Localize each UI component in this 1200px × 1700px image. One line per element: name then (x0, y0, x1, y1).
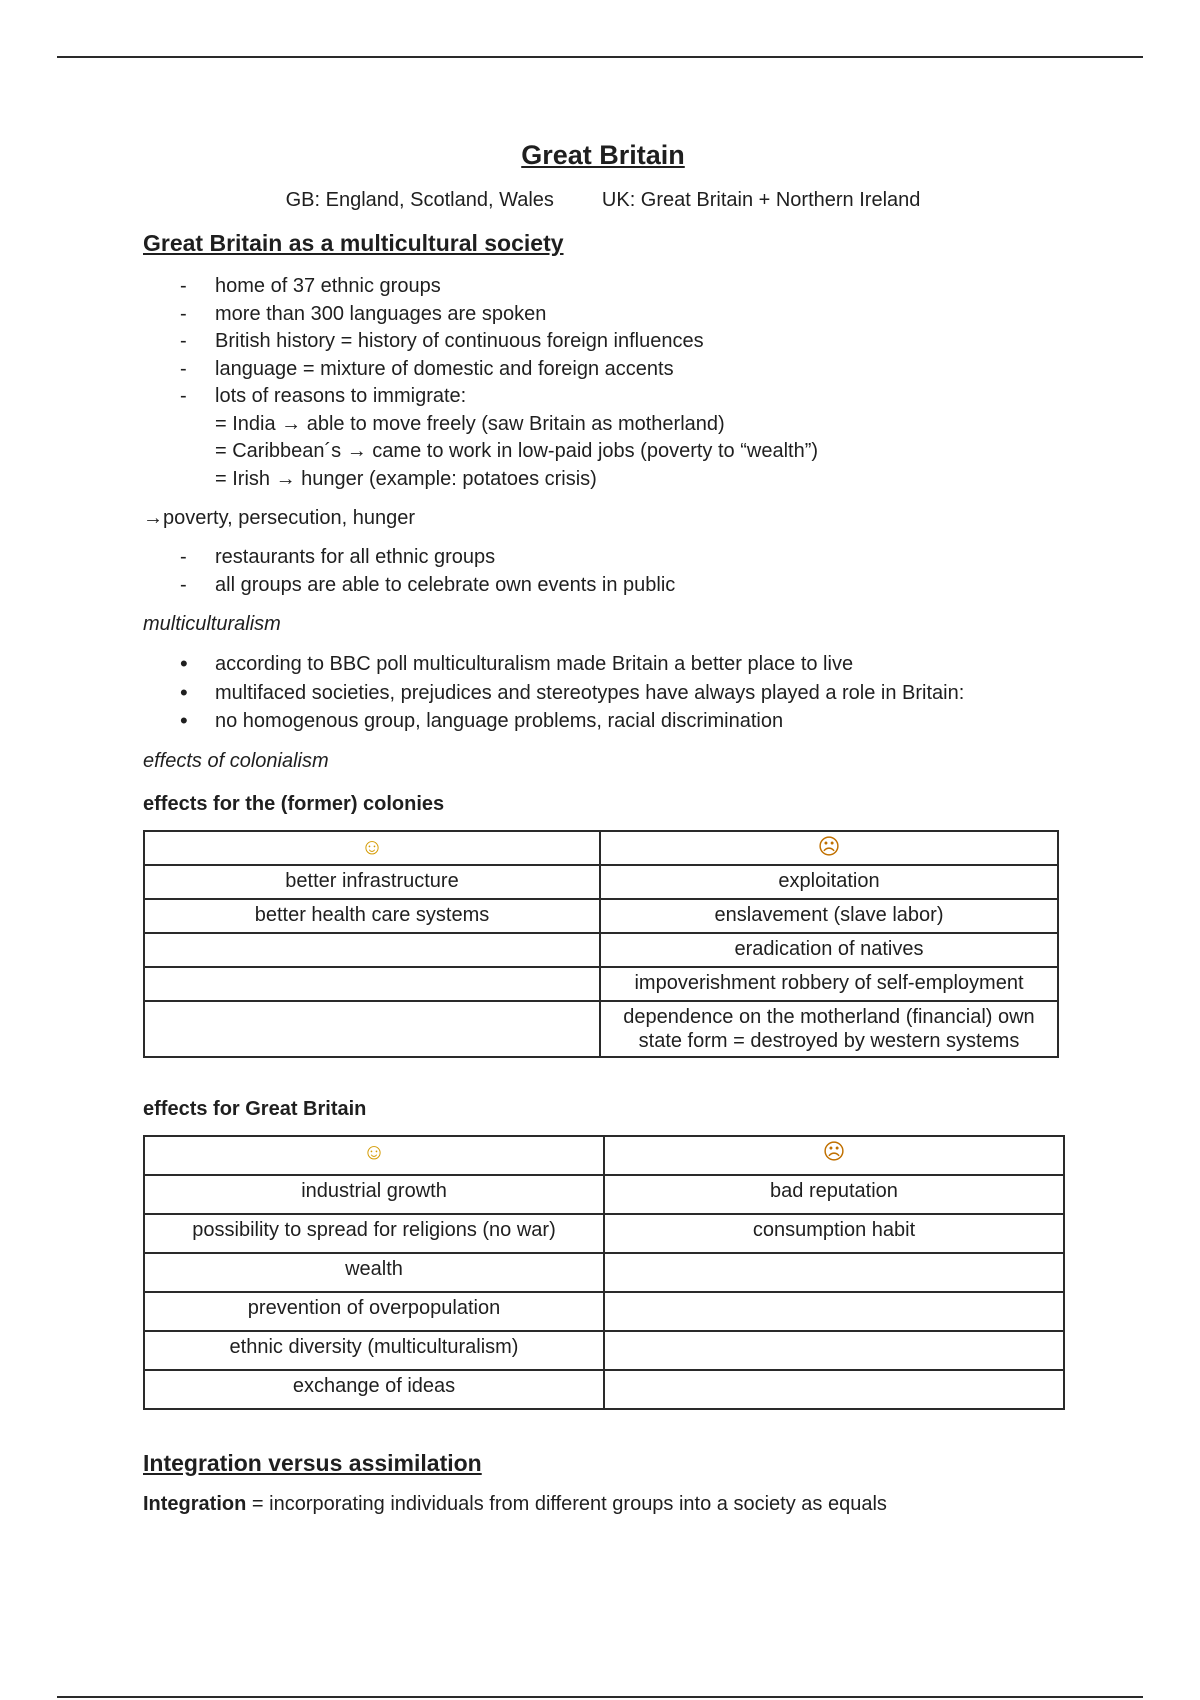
table-cell: better infrastructure (144, 865, 600, 899)
colonies-heading: effects for the (former) colonies (143, 792, 445, 815)
list-item: • no homogenous group, language problems, racial discrimination (143, 707, 1063, 736)
integration-heading: Integration versus assimilation (143, 1449, 482, 1476)
table-row (144, 1001, 1058, 1057)
table-cell (604, 1331, 1064, 1370)
reason-caribbean: = Caribbean´s → came to work in low-paid jobs (poverty to “wealth”) (215, 440, 819, 462)
list-item: • multifaced societies, prejudices and stereotypes have always played a role in Britain: (143, 679, 1063, 708)
britain-effects-table (143, 1135, 1065, 1410)
smiley-face-icon: ☺ (362, 1138, 386, 1164)
table-header-row (144, 1136, 1064, 1175)
table-cell: industrial growth (144, 1175, 604, 1214)
table-cell: prevention of overpopulation (144, 1292, 604, 1331)
multicultural-heading: Great Britain as a multicultural society (143, 230, 564, 256)
list-item: - British history = history of continuous foreign influences (143, 328, 1063, 356)
reasons-summary: →poverty, persecution, hunger (143, 507, 416, 529)
multicultural-list-2 (143, 544, 1063, 599)
reason-irish: = Irish → hunger (example: potatoes crisis) (215, 467, 597, 490)
sad-face-icon: ☹ (822, 1138, 846, 1164)
list-item: - language = mixture of domestic and foreign accents (143, 356, 1063, 384)
page-title: Great Britain (521, 140, 685, 170)
table-cell: wealth (144, 1253, 604, 1292)
table-cell (604, 1136, 1064, 1175)
list-item: - restaurants for all ethnic groups (143, 544, 1063, 572)
smiley-face-icon: ☺ (360, 833, 384, 859)
reason-india: = India → able to move freely (saw Britain as motherland) (215, 412, 725, 435)
multiculturalism-label: multiculturalism (143, 613, 281, 635)
list-item: • according to BBC poll multiculturalism made Britain a better place to live (143, 650, 1063, 679)
integration-text: = incorporating individuals from different groups into a society as equals (246, 1492, 887, 1515)
multicultural-list (143, 273, 1063, 411)
list-item: - all groups are able to celebrate own events in public (143, 572, 1063, 600)
integration-term: Integration (143, 1492, 247, 1515)
top-rule (57, 56, 1143, 58)
table-cell: possibility to spread for religions (no war) (144, 1214, 604, 1253)
table-cell: dependence on the motherland (financial) own state form = destroyed by western systems (600, 1001, 1058, 1057)
table-row (144, 1370, 1064, 1409)
table-row (144, 1214, 1064, 1253)
table-cell: better health care systems (144, 899, 600, 933)
table-cell: consumption habit (604, 1214, 1064, 1253)
list-item: - home of 37 ethnic groups (143, 273, 1063, 301)
table-cell: enslavement (slave labor) (600, 899, 1058, 933)
table-row (144, 865, 1058, 899)
table-cell: eradication of natives (600, 933, 1058, 967)
sad-face-icon: ☹ (817, 833, 841, 859)
table-cell: ethnic diversity (multiculturalism) (144, 1331, 604, 1370)
integration-section (143, 1450, 1063, 1516)
table-cell (144, 1001, 600, 1057)
document-body (143, 140, 1063, 1516)
table-row (144, 1331, 1064, 1370)
table-cell: bad reputation (604, 1175, 1064, 1214)
colonialism-label: effects of colonialism (143, 749, 329, 772)
britain-effects-heading: effects for Great Britain (143, 1097, 367, 1120)
table-cell (604, 1253, 1064, 1292)
table-cell: exploitation (600, 865, 1058, 899)
uk-definition: UK: Great Britain + Northern Ireland (601, 189, 921, 211)
table-cell: impoverishment robbery of self-employment (600, 967, 1058, 1001)
list-item: - more than 300 languages are spoken (143, 301, 1063, 329)
table-row (144, 933, 1058, 967)
list-item: - lots of reasons to immigrate: (143, 383, 1063, 411)
table-cell (144, 967, 600, 1001)
table-row (144, 1292, 1064, 1331)
table-row (144, 899, 1058, 933)
table-cell (604, 1370, 1064, 1409)
bottom-rule (57, 1696, 1143, 1698)
colonies-effects-table (143, 830, 1059, 1058)
integration-definition (143, 1493, 1063, 1516)
table-cell (144, 933, 600, 967)
table-cell (604, 1292, 1064, 1331)
gb-definition: GB: England, Scotland, Wales (285, 189, 554, 211)
table-cell (144, 1136, 604, 1175)
table-cell (144, 831, 600, 865)
table-cell: exchange of ideas (144, 1370, 604, 1409)
table-row (144, 967, 1058, 1001)
multiculturalism-list (143, 650, 1063, 736)
table-row (144, 1175, 1064, 1214)
table-row (144, 1253, 1064, 1292)
definitions-line (143, 189, 1063, 212)
table-header-row (144, 831, 1058, 865)
table-cell (600, 831, 1058, 865)
